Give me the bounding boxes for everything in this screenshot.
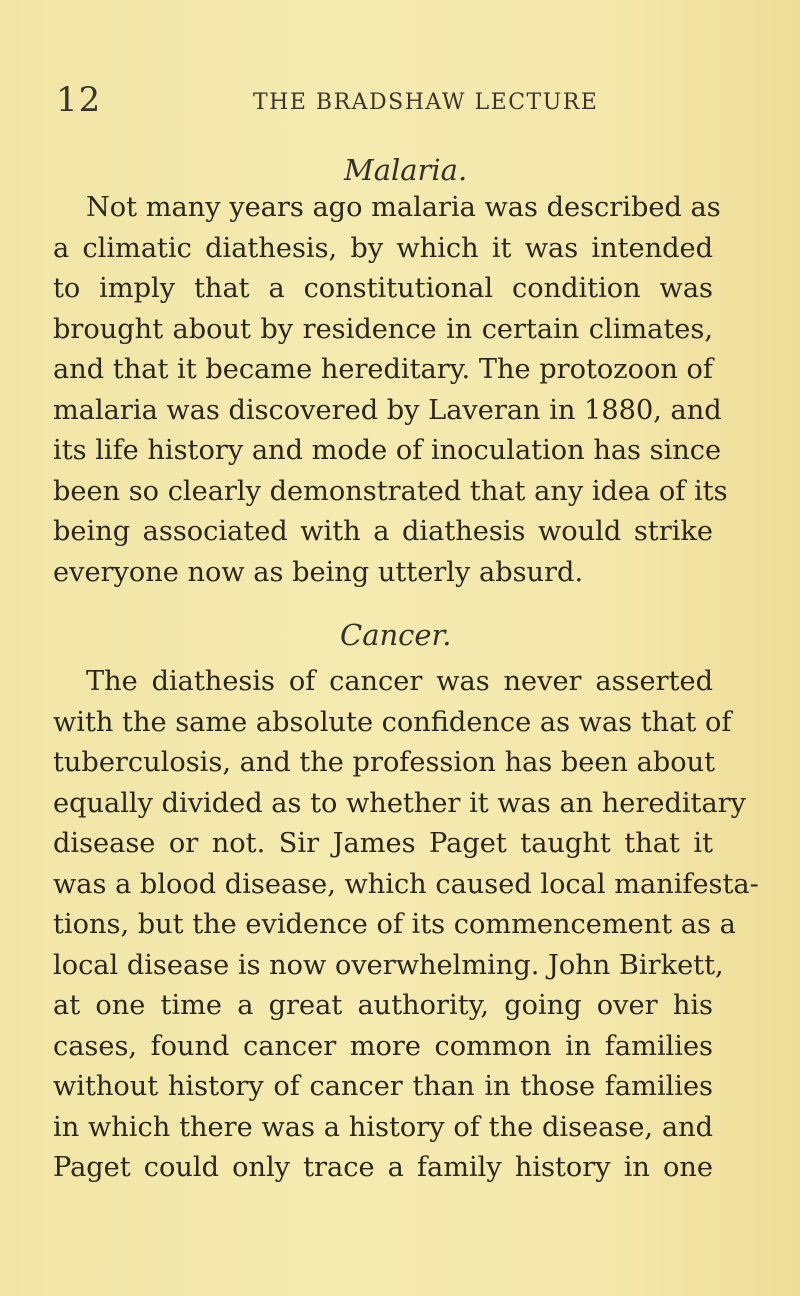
text-line: to imply that a constitutional condition was [53,273,713,304]
text-line: The diathesis of cancer was never asserted [86,666,713,697]
page-number: 12 [56,80,102,120]
paragraph-malaria [53,188,728,593]
text-line: in which there was a history of the disease, and [53,1111,713,1143]
text-line: malaria was discovered by Laveran in 1880, and [53,394,722,426]
section-title-malaria: Malaria. [344,153,468,187]
text-line: tuberculosis, and the profession has been about [53,747,716,778]
text-line: at one time a great authority, going over his [53,990,713,1021]
text-line: brought about by residence in certain climates, [53,313,713,345]
text-line: everyone now as being utterly absurd. [53,556,584,588]
text-line: Paget could only trace a family history in one [53,1152,713,1183]
text-line: with the same absolute confidence as was that of [53,706,732,738]
running-head: THE BRADSHAW LECTURE [253,90,599,115]
text-line: was a blood disease, which caused local manifesta- [53,868,759,900]
section-title-cancer: Cancer. [340,618,452,652]
text-line: and that it became hereditary. The protozoon of [53,354,713,385]
text-line: cases, found cancer more common in families [53,1030,713,1062]
text-line: local disease is now overwhelming. John Birkett, [53,949,724,981]
text-line: disease or not. Sir James Paget taught that it [53,828,713,859]
text-line: without history of cancer than in those families [53,1071,713,1102]
text-line: equally divided as to whether it was an hereditary [53,787,747,819]
paragraph-cancer [53,662,759,1189]
text-line: Not many years ago malaria was described as [86,192,721,223]
text-line: been so clearly demonstrated that any idea of its [53,475,728,507]
text-line: being associated with a diathesis would strike [53,516,713,547]
text-line: a climatic diathesis, by which it was intended [53,232,713,264]
text-line: its life history and mode of inoculation has since [53,435,722,466]
text-line: tions, but the evidence of its commencement as a [53,909,736,940]
